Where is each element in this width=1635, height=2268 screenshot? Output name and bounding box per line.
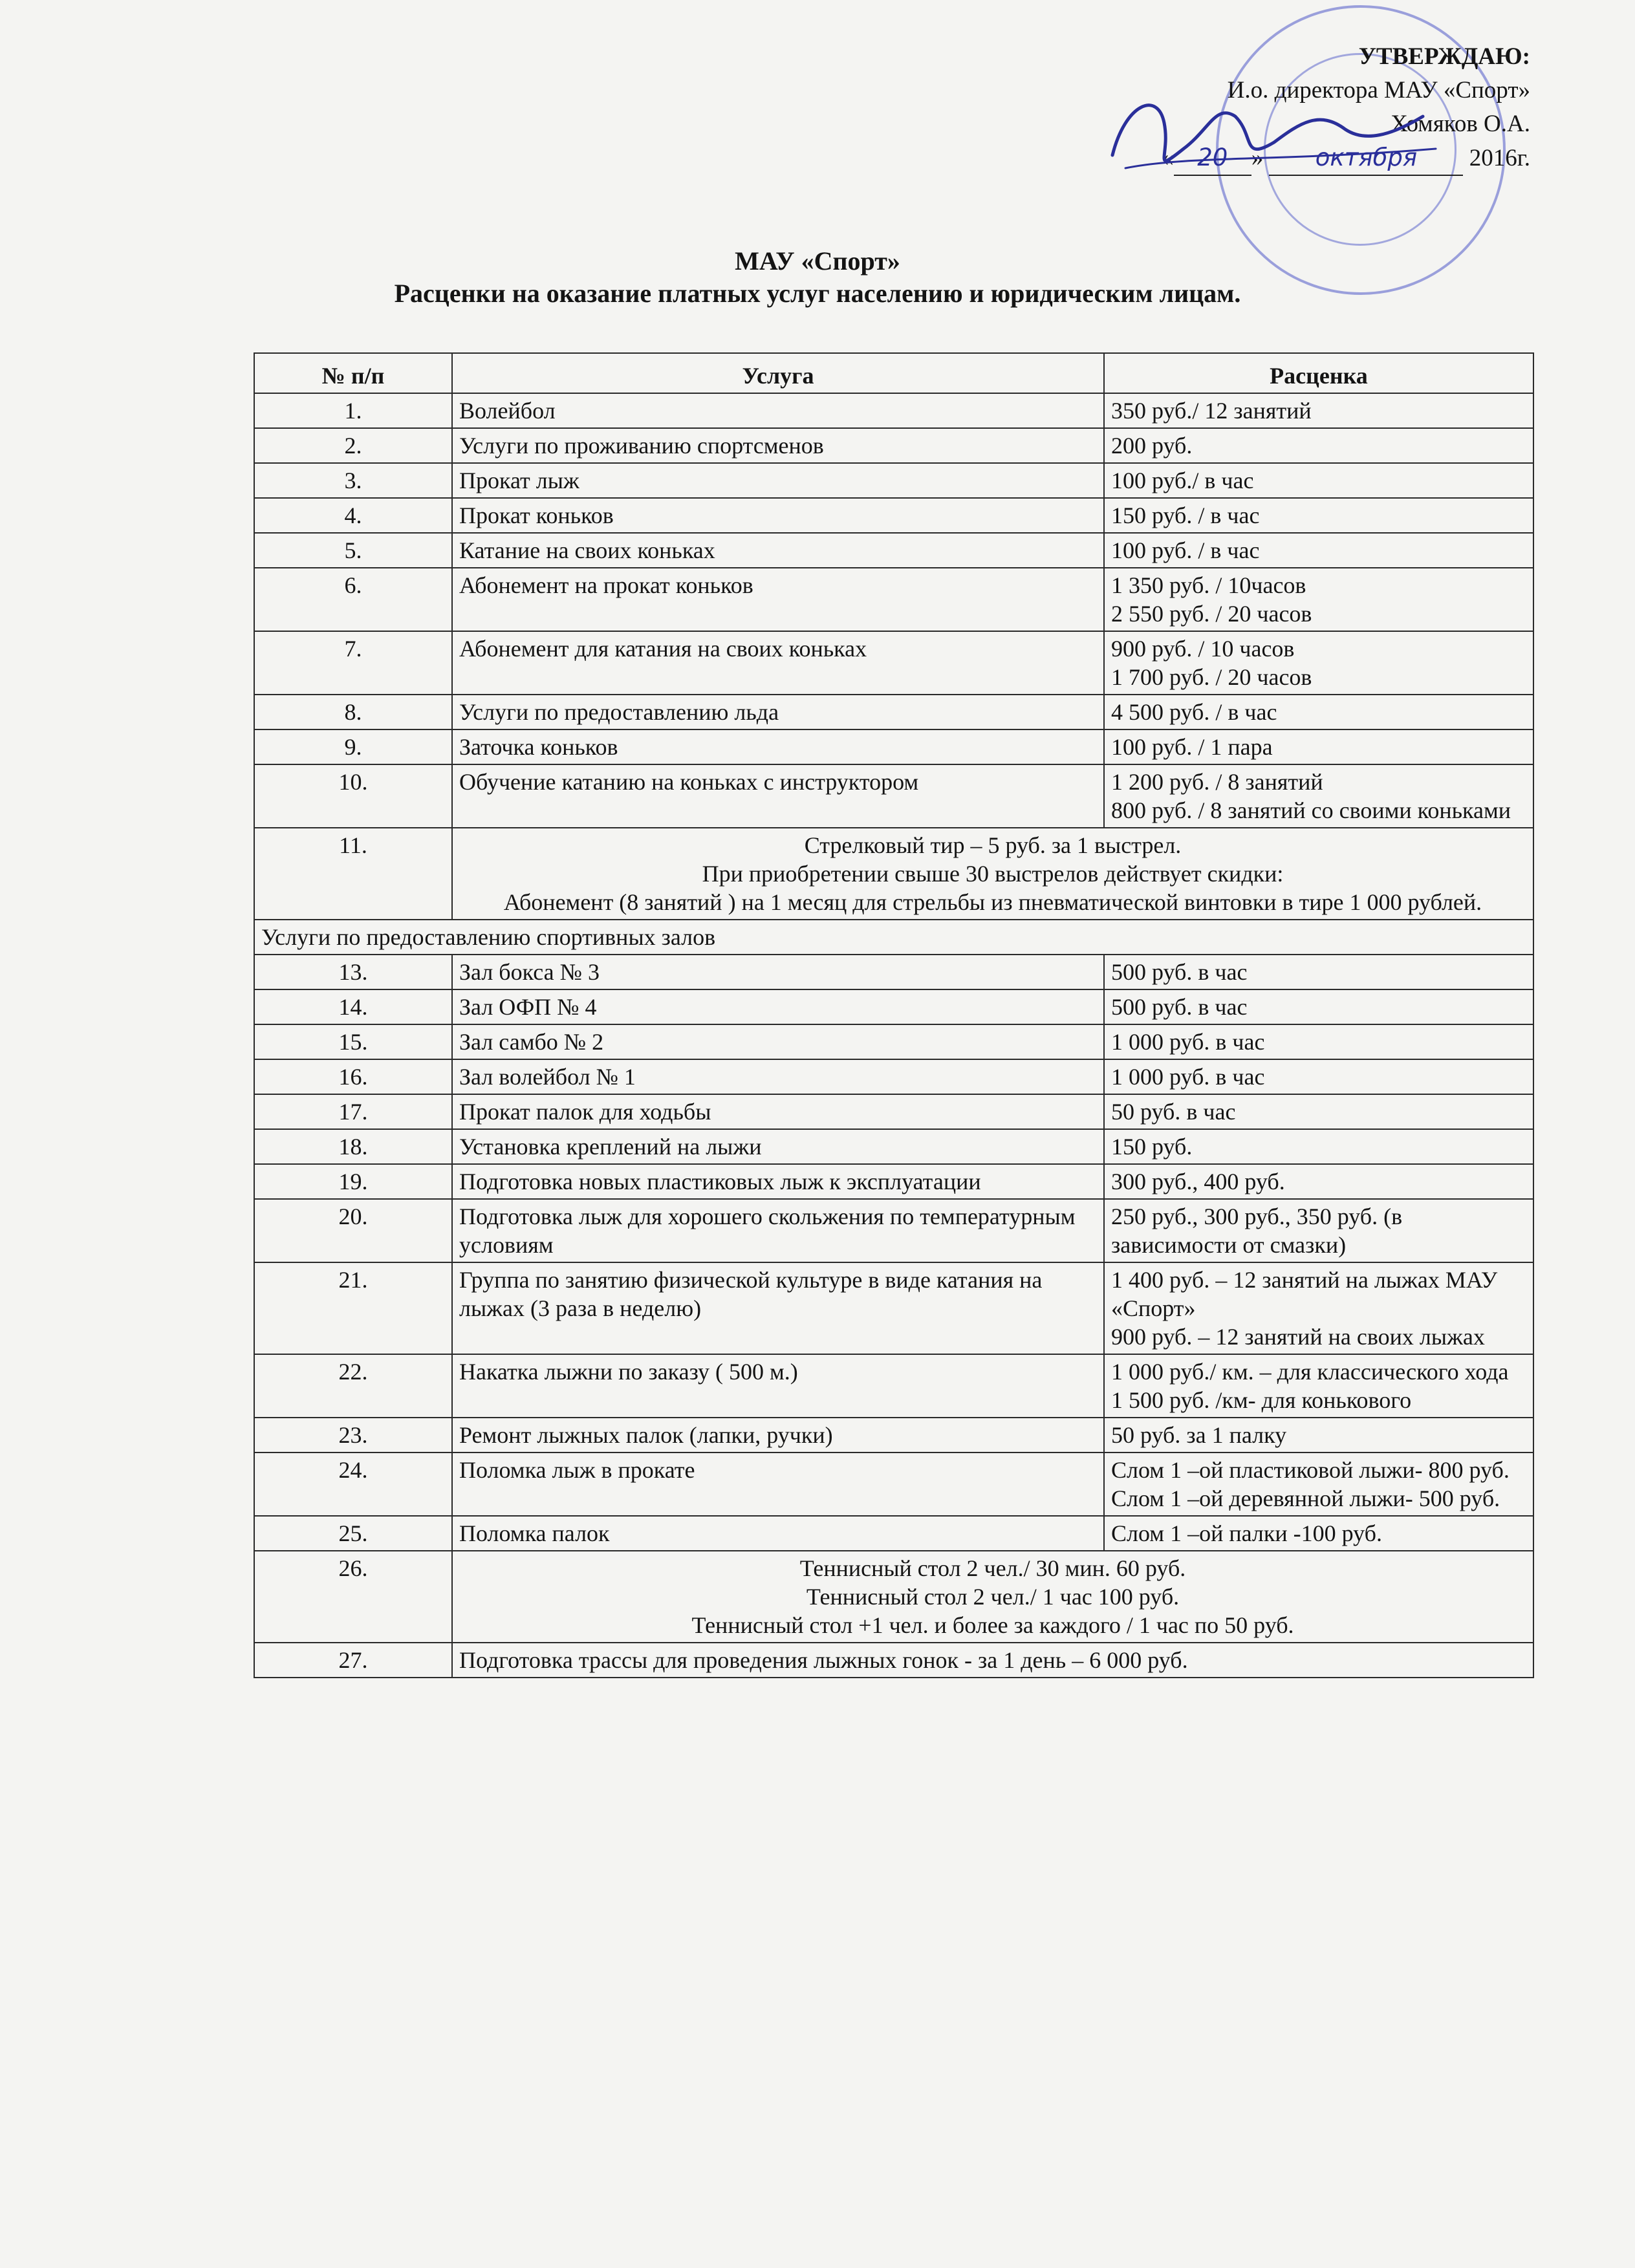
row-service: Зал волейбол № 1 [452, 1059, 1104, 1094]
row-price: 1 000 руб./ км. – для классического хода 1 500 руб. /км- для конькового [1104, 1354, 1533, 1418]
table-row [254, 533, 1533, 568]
table-row [254, 498, 1533, 533]
table-row [254, 1024, 1533, 1059]
row-service: Абонемент на прокат коньков [452, 568, 1104, 631]
row-price: 50 руб. в час [1104, 1094, 1533, 1129]
row-service: Абонемент для катания на своих коньках [452, 631, 1104, 695]
table-row [254, 393, 1533, 428]
row-number: 8. [254, 695, 452, 729]
row-number: 20. [254, 1199, 452, 1262]
table-row [254, 1418, 1533, 1453]
price-table [254, 352, 1534, 1678]
row-price: 100 руб. / в час [1104, 533, 1533, 568]
document-title: Расценки на оказание платных услуг населению и юридическим лицам. [394, 279, 1241, 308]
table-row [254, 1129, 1533, 1164]
row-service: Группа по занятию физической культуре в виде катания на лыжах (3 раза в неделю) [452, 1262, 1104, 1354]
row-service: Установка креплений на лыжи [452, 1129, 1104, 1164]
table-row [254, 1551, 1533, 1643]
row-number: 18. [254, 1129, 452, 1164]
row-price: 150 руб. [1104, 1129, 1533, 1164]
row-price: 100 руб. / 1 пара [1104, 729, 1533, 764]
row-number: 17. [254, 1094, 452, 1129]
row-service: Катание на своих коньках [452, 533, 1104, 568]
row-number: 21. [254, 1262, 452, 1354]
row-number: 6. [254, 568, 452, 631]
table-row [254, 729, 1533, 764]
org-name: МАУ «Спорт» [735, 246, 900, 275]
header-service: Услуга [452, 353, 1104, 393]
approval-date-month: октября [1269, 141, 1463, 176]
row-number: 2. [254, 428, 452, 463]
row-description: Подготовка трассы для проведения лыжных гонок - за 1 день – 6 000 руб. [452, 1643, 1533, 1678]
table-row [254, 1516, 1533, 1551]
approval-name: Хомяков О.А. [1391, 111, 1530, 137]
table-row [254, 428, 1533, 463]
table-row [254, 1059, 1533, 1094]
row-price: 1 400 руб. – 12 занятий на лыжах МАУ «Спорт» 900 руб. – 12 занятий на своих лыжах [1104, 1262, 1533, 1354]
row-number: 22. [254, 1354, 452, 1418]
row-number: 13. [254, 955, 452, 989]
row-service: Прокат коньков [452, 498, 1104, 533]
row-price: 250 руб., 300 руб., 350 руб. (в зависимости от смазки) [1104, 1199, 1533, 1262]
row-price: 1 000 руб. в час [1104, 1059, 1533, 1094]
table-row [254, 1094, 1533, 1129]
row-number: 11. [254, 828, 452, 920]
table-row [254, 920, 1533, 955]
row-price: 100 руб./ в час [1104, 463, 1533, 498]
row-service: Прокат палок для ходьбы [452, 1094, 1104, 1129]
row-service: Поломка лыж в прокате [452, 1453, 1104, 1516]
table-row [254, 955, 1533, 989]
header-number: № п/п [254, 353, 452, 393]
row-price: 1 350 руб. / 10часов 2 550 руб. / 20 часов [1104, 568, 1533, 631]
row-number: 7. [254, 631, 452, 695]
section-heading: Услуги по предоставлению спортивных залов [254, 920, 1533, 955]
row-number: 26. [254, 1551, 452, 1643]
row-price: 200 руб. [1104, 428, 1533, 463]
table-row [254, 631, 1533, 695]
table-row [254, 1164, 1533, 1199]
approval-heading: УТВЕРЖДАЮ: [1358, 43, 1530, 70]
row-number: 5. [254, 533, 452, 568]
row-price: 4 500 руб. / в час [1104, 695, 1533, 729]
row-price: 300 руб., 400 руб. [1104, 1164, 1533, 1199]
table-header-row [254, 353, 1533, 393]
table-row [254, 1643, 1533, 1678]
row-service: Услуги по проживанию спортсменов [452, 428, 1104, 463]
row-price: Слом 1 –ой палки -100 руб. [1104, 1516, 1533, 1551]
table-row [254, 764, 1533, 828]
handwritten-signature [1087, 78, 1449, 188]
approval-date: « 20 » октября 2016г. [1162, 141, 1530, 176]
row-price: 500 руб. в час [1104, 989, 1533, 1024]
row-service: Зал самбо № 2 [452, 1024, 1104, 1059]
row-price: 900 руб. / 10 часов 1 700 руб. / 20 часов [1104, 631, 1533, 695]
row-service: Зал ОФП № 4 [452, 989, 1104, 1024]
row-service: Накатка лыжни по заказу ( 500 м.) [452, 1354, 1104, 1418]
row-price: Слом 1 –ой пластиковой лыжи- 800 руб. Слом 1 –ой деревянной лыжи- 500 руб. [1104, 1453, 1533, 1516]
row-number: 3. [254, 463, 452, 498]
table-row [254, 828, 1533, 920]
approval-date-day: 20 [1174, 141, 1251, 176]
row-number: 9. [254, 729, 452, 764]
table-row [254, 989, 1533, 1024]
row-service: Прокат лыж [452, 463, 1104, 498]
table-row [254, 695, 1533, 729]
header-price: Расценка [1104, 353, 1533, 393]
row-service: Услуги по предоставлению льда [452, 695, 1104, 729]
row-number: 23. [254, 1418, 452, 1453]
row-service: Подготовка новых пластиковых лыж к эксплуатации [452, 1164, 1104, 1199]
row-description: Теннисный стол 2 чел./ 30 мин. 60 руб. Теннисный стол 2 чел./ 1 час 100 руб. Теннисный стол +1 чел. и более за каждого / 1 час по 50 руб. [452, 1551, 1533, 1643]
row-number: 15. [254, 1024, 452, 1059]
row-price: 500 руб. в час [1104, 955, 1533, 989]
table-row [254, 1354, 1533, 1418]
row-service: Волейбол [452, 393, 1104, 428]
table-row [254, 568, 1533, 631]
row-number: 24. [254, 1453, 452, 1516]
row-number: 19. [254, 1164, 452, 1199]
row-price: 1 000 руб. в час [1104, 1024, 1533, 1059]
row-service: Зал бокса № 3 [452, 955, 1104, 989]
table-row [254, 1262, 1533, 1354]
row-number: 27. [254, 1643, 452, 1678]
table-row [254, 463, 1533, 498]
row-number: 14. [254, 989, 452, 1024]
row-price: 350 руб./ 12 занятий [1104, 393, 1533, 428]
table-row [254, 1199, 1533, 1262]
row-service: Подготовка лыж для хорошего скольжения по температурным условиям [452, 1199, 1104, 1262]
table-row [254, 1453, 1533, 1516]
row-service: Ремонт лыжных палок (лапки, ручки) [452, 1418, 1104, 1453]
row-description: Стрелковый тир – 5 руб. за 1 выстрел. При приобретении свыше 30 выстрелов действует скидки: Абонемент (8 занятий ) на 1 месяц для стрельбы из пневматической винтовки в тире 1 000 рублей. [452, 828, 1533, 920]
row-number: 4. [254, 498, 452, 533]
row-service: Обучение катанию на коньках с инструктором [452, 764, 1104, 828]
approval-position: И.о. директора МАУ «Спорт» [1227, 77, 1530, 103]
row-number: 10. [254, 764, 452, 828]
row-number: 25. [254, 1516, 452, 1551]
row-service: Поломка палок [452, 1516, 1104, 1551]
row-price: 150 руб. / в час [1104, 498, 1533, 533]
row-price: 1 200 руб. / 8 занятий 800 руб. / 8 занятий со своими коньками [1104, 764, 1533, 828]
row-price: 50 руб. за 1 палку [1104, 1418, 1533, 1453]
row-number: 1. [254, 393, 452, 428]
row-service: Заточка коньков [452, 729, 1104, 764]
row-number: 16. [254, 1059, 452, 1094]
